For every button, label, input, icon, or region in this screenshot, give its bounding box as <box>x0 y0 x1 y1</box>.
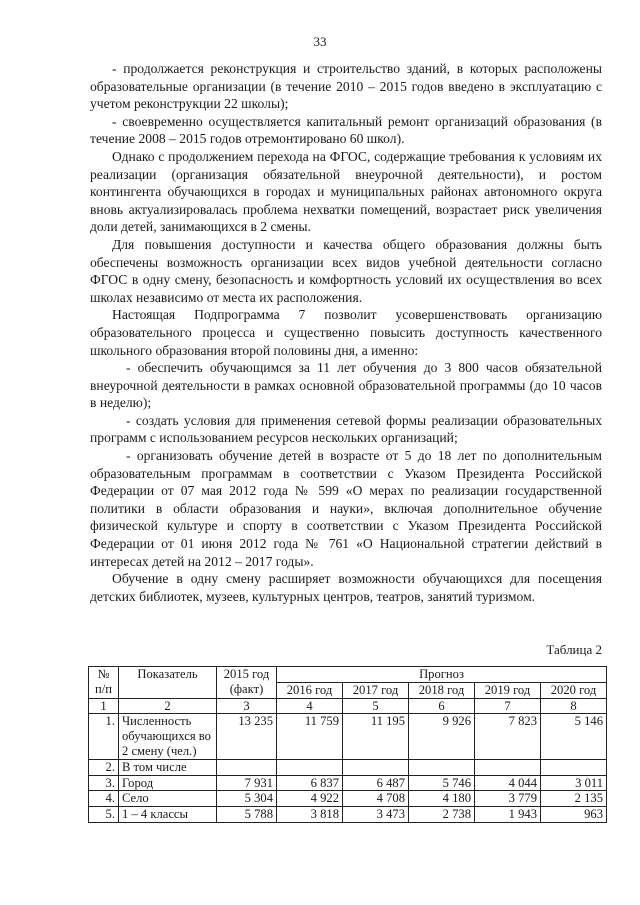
value-cell <box>277 759 343 775</box>
value-cell: 3 011 <box>541 775 607 791</box>
row-label: Село <box>119 791 217 807</box>
header-year: 2019 год <box>475 682 541 698</box>
table-row <box>89 714 607 759</box>
data-table <box>88 666 607 823</box>
row-number: 5. <box>89 807 119 823</box>
body-text <box>90 60 602 605</box>
row-number: 1. <box>89 714 119 759</box>
row-label: В том числе <box>119 759 217 775</box>
row-label: Город <box>119 775 217 791</box>
row-number: 4. <box>89 791 119 807</box>
row-number: 2. <box>89 759 119 775</box>
row-label: Численность обучающихся во 2 смену (чел.) <box>119 714 217 759</box>
table-row <box>89 759 607 775</box>
value-cell: 3 473 <box>343 807 409 823</box>
value-cell <box>541 759 607 775</box>
table-index-row <box>89 698 607 714</box>
value-cell: 13 235 <box>217 714 277 759</box>
table-header-row <box>89 667 607 683</box>
header-num: № п/п <box>89 667 119 699</box>
value-cell: 3 818 <box>277 807 343 823</box>
table-row <box>89 791 607 807</box>
paragraph: Настоящая Подпрограмма 7 позволит усовершенствовать организацию образовательного процесса и существенно повысить доступность качественного школьного образования второй половины дня, а именно: <box>90 307 602 358</box>
paragraph: Обучение в одну смену расширяет возможности обучающихся для посещения детских библиотек, музеев, культурных центров, театров, занятий туризмом. <box>90 571 602 604</box>
paragraph: Однако с продолжением перехода на ФГОС, содержащие требования к условиям их реализации (организация обязательной внеурочной деятельности), и ростом контингента обучающихся в городах и муниципальных районах автономного округа вновь актуализировалась проблема нехватки помещений, возрастает риск увеличения доли детей, занимающихся в 2 смены. <box>90 148 602 235</box>
page-number: 33 <box>313 34 327 49</box>
index-cell: 5 <box>343 698 409 714</box>
table-caption: Таблица 2 <box>546 642 602 657</box>
value-cell: 5 788 <box>217 807 277 823</box>
value-cell: 6 837 <box>277 775 343 791</box>
header-year: 2018 год <box>409 682 475 698</box>
value-cell: 7 823 <box>475 714 541 759</box>
index-cell: 2 <box>119 698 217 714</box>
value-cell: 5 304 <box>217 791 277 807</box>
value-cell: 4 708 <box>343 791 409 807</box>
value-cell: 2 738 <box>409 807 475 823</box>
row-label: 1 – 4 классы <box>119 807 217 823</box>
paragraph: - организовать обучение детей в возрасте от 5 до 18 лет по дополнительным образовательным программам в соответствии с Указом Президента Российской Федерации от 07 мая 2012 года № 599 «О мерах по реализации государственной политики в области образования и науки», включая дополнительное обучение физической культуре и спорту в соответствии с Указом Президента Российской Федерации от 01 июня 2012 года № 761 «О Национальной стратегии действий в интересах детей на 2012 – 2017 годы». <box>90 448 602 569</box>
header-year: 2020 год <box>541 682 607 698</box>
table-row <box>89 775 607 791</box>
value-cell: 7 931 <box>217 775 277 791</box>
value-cell: 11 759 <box>277 714 343 759</box>
value-cell <box>409 759 475 775</box>
header-year: 2016 год <box>277 682 343 698</box>
index-cell: 4 <box>277 698 343 714</box>
value-cell: 9 926 <box>409 714 475 759</box>
value-cell: 11 195 <box>343 714 409 759</box>
index-cell: 3 <box>217 698 277 714</box>
value-cell: 2 135 <box>541 791 607 807</box>
value-cell: 4 922 <box>277 791 343 807</box>
paragraph: - продолжается реконструкция и строительство зданий, в которых расположены образовательные организации (в течение 2010 – 2015 годов введено в эксплуатацию с учетом реконструкции 22 школы); <box>90 61 602 112</box>
value-cell <box>343 759 409 775</box>
value-cell: 1 943 <box>475 807 541 823</box>
index-cell: 8 <box>541 698 607 714</box>
paragraph: - создать условия для применения сетевой формы реализации образовательных программ с использованием ресурсов нескольких организаций; <box>90 412 602 446</box>
value-cell <box>217 759 277 775</box>
value-cell: 3 779 <box>475 791 541 807</box>
value-cell: 4 180 <box>409 791 475 807</box>
value-cell: 5 746 <box>409 775 475 791</box>
value-cell: 963 <box>541 807 607 823</box>
header-indicator: Показатель <box>119 667 217 699</box>
table-row <box>89 807 607 823</box>
value-cell <box>475 759 541 775</box>
value-cell: 6 487 <box>343 775 409 791</box>
index-cell: 7 <box>475 698 541 714</box>
value-cell: 5 146 <box>541 714 607 759</box>
row-number: 3. <box>89 775 119 791</box>
paragraph: Для повышения доступности и качества общего образования должны быть обеспечены возможность организации всех видов учебной деятельности согласно ФГОС в одну смену, безопасность и комфортность условий их осуществления во всех школах независимо от места их расположения. <box>90 236 602 305</box>
header-fact: 2015 год (факт) <box>217 667 277 699</box>
header-year: 2017 год <box>343 682 409 698</box>
index-cell: 6 <box>409 698 475 714</box>
value-cell: 4 044 <box>475 775 541 791</box>
header-forecast: Прогноз <box>277 667 607 683</box>
paragraph: - своевременно осуществляется капитальный ремонт организаций образования (в течение 2008 – 2015 годов отремонтировано 60 школ). <box>90 113 602 147</box>
index-cell: 1 <box>89 698 119 714</box>
paragraph: - обеспечить обучающимся за 11 лет обучения до 3 800 часов обязательной внеурочной деятельности в рамках основной образовательной программы (до 10 часов в неделю); <box>90 360 602 411</box>
